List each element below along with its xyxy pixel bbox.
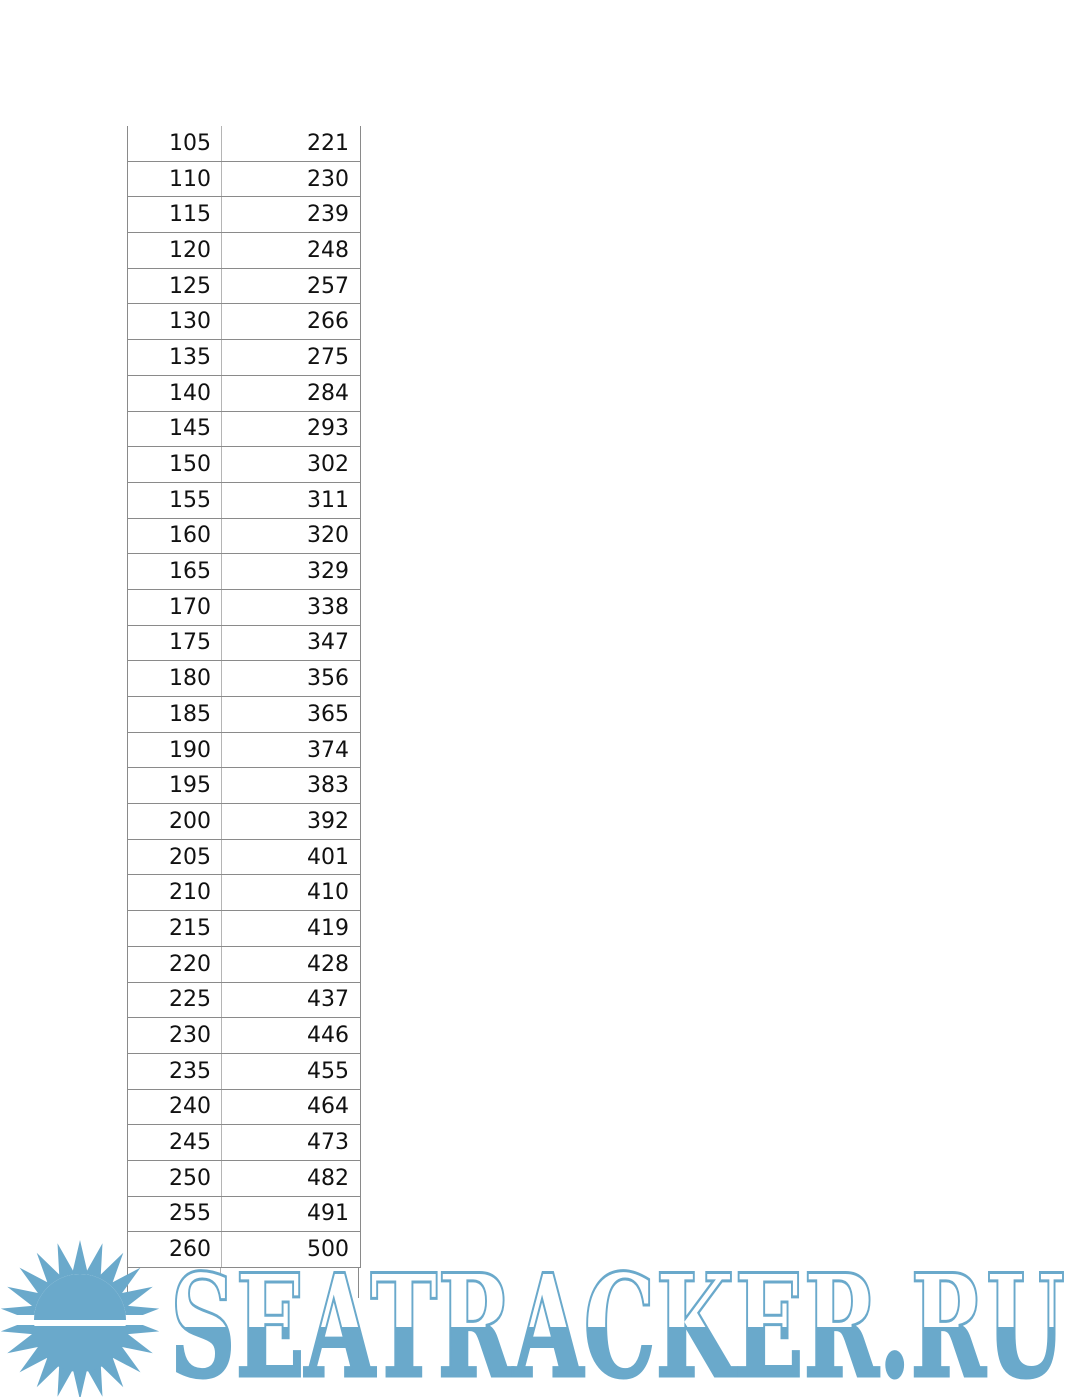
table-row [128,412,360,448]
table-row [128,697,360,733]
cell-col1: 255 [128,1197,222,1232]
cell-col1: 170 [128,590,222,625]
cell-col1: 115 [128,197,222,232]
cell-col1: 165 [128,554,222,589]
cell-col2: 275 [307,344,349,370]
table-row [128,1125,360,1161]
table-row [128,197,360,233]
cell-col1: 130 [128,304,222,339]
cell-col1: 110 [128,162,222,197]
table-row [128,840,360,876]
cell-col2: 221 [307,130,349,156]
table-row [128,269,360,305]
cell-col1: 205 [128,840,222,875]
cell-col1: 120 [128,233,222,268]
sun-icon [1,1240,159,1397]
watermark-text: SEATRACKER.RU [170,1244,1065,1397]
cell-col2: 248 [307,237,349,263]
cell-col2: 266 [307,309,349,335]
cell-col1: 185 [128,697,222,732]
table-row [128,626,360,662]
cell-col1: 160 [128,519,222,554]
table-row [128,483,360,519]
cell-col2: 428 [307,951,349,977]
table-row [128,519,360,555]
table-row [128,947,360,983]
cell-col1: 220 [128,947,222,982]
cell-col2: 410 [307,880,349,906]
cell-col1: 175 [128,626,222,661]
cell-col2: 419 [307,915,349,941]
table-row [128,875,360,911]
cell-col2: 338 [307,594,349,620]
cell-col2: 401 [307,844,349,870]
table-row [128,304,360,340]
cell-col2: 230 [307,166,349,192]
cell-col1: 235 [128,1054,222,1089]
cell-col2: 437 [307,987,349,1013]
cell-col1: 195 [128,768,222,803]
cell-col1: 135 [128,340,222,375]
cell-col2: 311 [307,487,349,513]
cell-col2: 365 [307,701,349,727]
table-row [128,661,360,697]
conversion-table [127,126,361,1268]
cell-col2: 293 [307,416,349,442]
cell-col2: 356 [307,666,349,692]
cell-col2: 482 [307,1165,349,1191]
cell-col1: 225 [128,983,222,1018]
table-row [128,233,360,269]
table-row [128,126,360,162]
table-row [128,1090,360,1126]
cell-col2: 284 [307,380,349,406]
table-row [128,804,360,840]
cell-col2: 320 [307,523,349,549]
table-row [128,1018,360,1054]
cell-col2: 455 [307,1058,349,1084]
cell-col1: 200 [128,804,222,839]
cell-col2: 347 [307,630,349,656]
table-row [128,911,360,947]
cell-col1: 215 [128,911,222,946]
cell-col1: 230 [128,1018,222,1053]
cell-col1: 250 [128,1161,222,1196]
cell-col1: 125 [128,269,222,304]
cell-col1: 240 [128,1090,222,1125]
table-row [128,590,360,626]
table-row [128,1054,360,1090]
table-row [128,340,360,376]
cell-col2: 302 [307,452,349,478]
table-row [128,162,360,198]
cell-col1: 245 [128,1125,222,1160]
table-row [128,768,360,804]
cell-col1: 260 [128,1232,222,1267]
table-row [128,376,360,412]
cell-col1: 140 [128,376,222,411]
cell-col1: 105 [128,126,222,161]
table-row [128,447,360,483]
cell-col2: 446 [307,1023,349,1049]
cell-col1: 210 [128,875,222,910]
cell-col1: 150 [128,447,222,482]
cell-col2: 329 [307,559,349,585]
table-row [128,1197,360,1233]
cell-col2: 500 [307,1237,349,1263]
cell-col2: 239 [307,202,349,228]
cell-col2: 392 [307,808,349,834]
cell-col1: 190 [128,733,222,768]
table-row [128,733,360,769]
seatracker-watermark [0,1236,1080,1397]
cell-col2: 257 [307,273,349,299]
table-row [128,554,360,590]
cell-col2: 473 [307,1130,349,1156]
cell-col1: 145 [128,412,222,447]
cell-col2: 464 [307,1094,349,1120]
cell-col1: 155 [128,483,222,518]
table-row [128,983,360,1019]
cell-col2: 374 [307,737,349,763]
table-row [128,1161,360,1197]
cell-col2: 491 [307,1201,349,1227]
cell-col2: 383 [307,773,349,799]
cell-col1: 180 [128,661,222,696]
